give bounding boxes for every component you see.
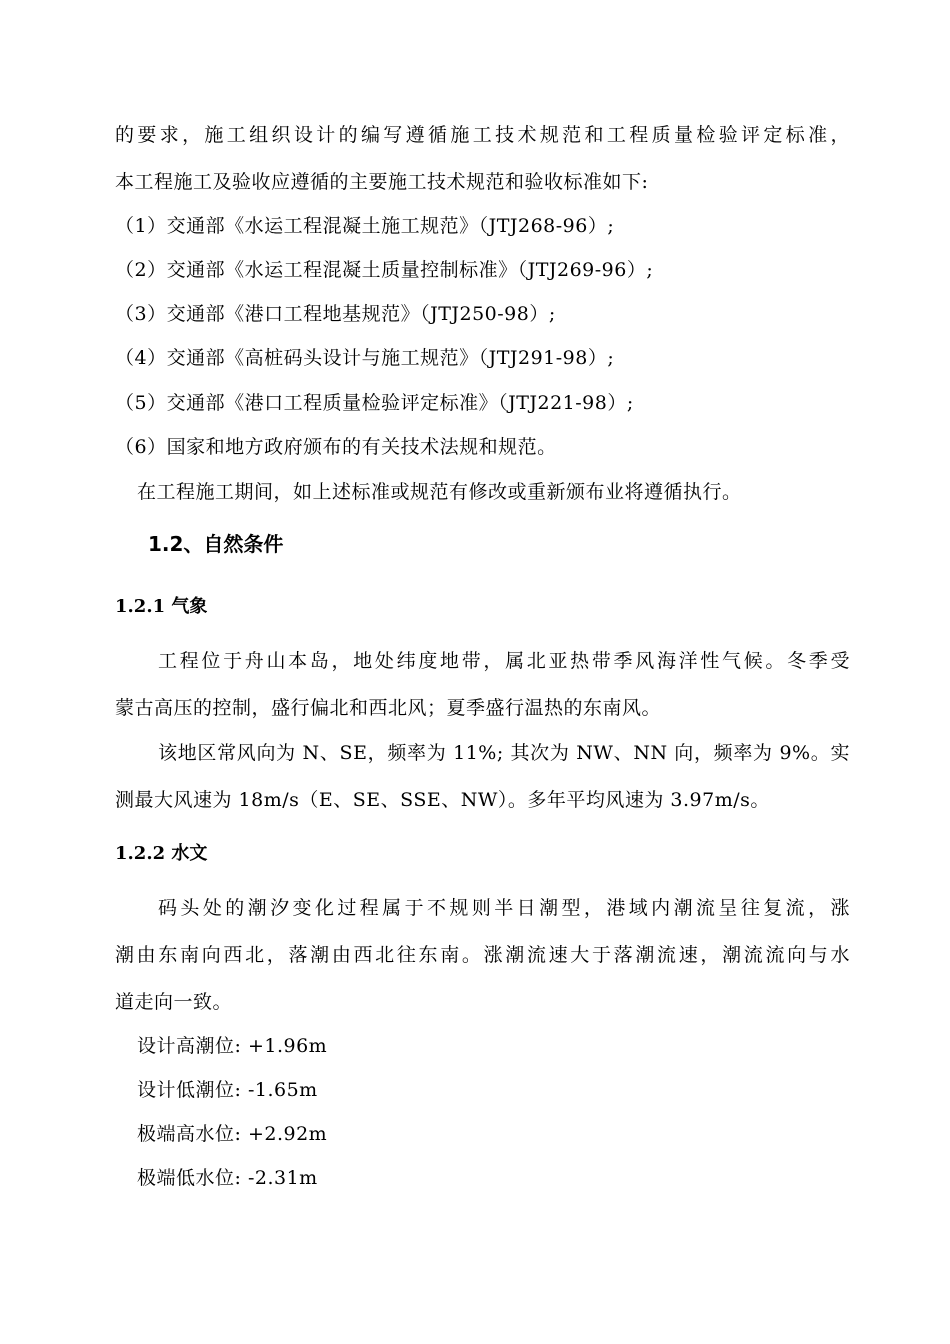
hydrology-paragraph-line-2: 潮由东南向西北，落潮由西北往东南。涨潮流速大于落潮流速，潮流流向与水: [115, 944, 850, 966]
standard-item-1: （1）交通部《水运工程混凝土施工规范》（JTJ268-96）;: [115, 215, 615, 237]
tide-level-design-high: 设计高潮位: +1.96m: [137, 1035, 328, 1057]
standard-item-2: （2）交通部《水运工程混凝土质量控制标准》（JTJ269-96）;: [115, 259, 654, 281]
hydrology-paragraph-line-3: 道走向一致。: [115, 991, 233, 1013]
weather-paragraph-2-line-1: 该地区常风向为 N、SE，频率为 11%; 其次为 NW、NN 向，频率为 9%。实: [158, 742, 850, 764]
tide-level-extreme-high: 极端高水位: +2.92m: [137, 1123, 328, 1145]
closing-sentence: 在工程施工期间，如上述标准或规范有修改或重新颁布业将遵循执行。: [137, 481, 742, 503]
hydrology-heading: 1.2.2 水文: [115, 843, 208, 864]
intro-line-1: 的要求，施工组织设计的编写遵循施工技术规范和工程质量检验评定标准，: [115, 124, 850, 146]
standard-item-4: （4）交通部《高桩码头设计与施工规范》（JTJ291-98）;: [115, 347, 615, 369]
weather-heading: 1.2.1 气象: [115, 596, 208, 617]
weather-paragraph-1-line-2: 蒙古高压的控制，盛行偏北和西北风；夏季盛行温热的东南风。: [115, 697, 662, 719]
intro-line-2: 本工程施工及验收应遵循的主要施工技术规范和验收标准如下:: [115, 171, 649, 193]
tide-level-extreme-low: 极端低水位: -2.31m: [137, 1167, 318, 1189]
standard-item-5: （5）交通部《港口工程质量检验评定标准》（JTJ221-98）;: [115, 392, 634, 414]
tide-level-design-low: 设计低潮位: -1.65m: [137, 1079, 318, 1101]
section-title: 1.2、自然条件: [148, 532, 284, 556]
standard-item-3: （3）交通部《港口工程地基规范》（JTJ250-98）;: [115, 303, 556, 325]
weather-paragraph-2-line-2: 测最大风速为 18m/s（E、SE、SSE、NW）。多年平均风速为 3.97m/s。: [115, 789, 770, 811]
standard-item-6: （6）国家和地方政府颁布的有关技术法规和规范。: [115, 436, 557, 458]
weather-paragraph-1-line-1: 工程位于舟山本岛，地处纬度地带，属北亚热带季风海洋性气候。冬季受: [158, 650, 850, 672]
hydrology-paragraph-line-1: 码头处的潮汐变化过程属于不规则半日潮型，港域内潮流呈往复流，涨: [158, 897, 850, 919]
